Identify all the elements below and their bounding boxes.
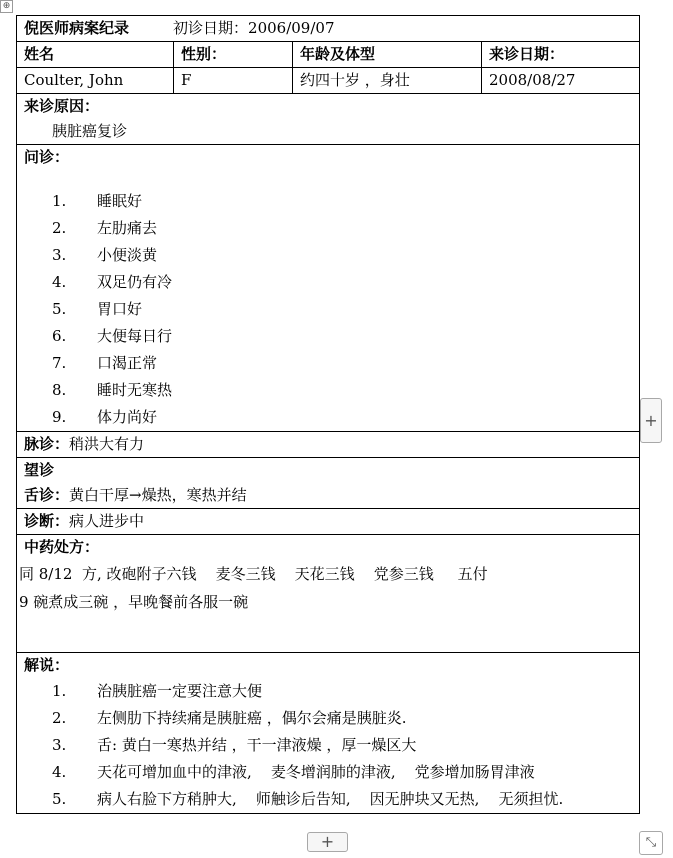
first-visit-label: 初诊日期：	[173, 19, 249, 37]
name-label[interactable]: 姓名	[17, 42, 174, 68]
explanation-cell[interactable]	[17, 653, 640, 814]
sex-label[interactable]: 性别：	[174, 42, 293, 68]
list-item: 3. 舌: 黄白一寒热并结 ，干一津液燥 ，厚一燥区大	[52, 736, 417, 754]
table-move-handle[interactable]: ⊕	[0, 0, 13, 13]
list-item: 4. 天花可增加血中的津液, 麦冬增润肺的津液, 党参增加肠胃津液	[52, 763, 535, 781]
first-visit-date: 2006/09/07	[248, 19, 335, 37]
list-item: 7. 口渴正常	[52, 354, 158, 372]
inquiry-label: 问诊：	[24, 148, 70, 166]
age-label[interactable]: 年龄及体型	[293, 42, 482, 68]
observation-cell[interactable]	[17, 458, 640, 509]
list-item: 2. 左肋痛去	[52, 219, 158, 237]
visit-date-label[interactable]: 来诊日期：	[482, 42, 640, 68]
diagnosis-label: 诊断：	[24, 512, 70, 530]
list-item: 2. 左侧肋下持续痛是胰脏癌 ，偶尔会痛是胰脏炎.	[52, 709, 407, 727]
list-item: 1. 治胰脏癌一定要注意大便	[52, 682, 263, 700]
pulse-label: 脉诊：	[24, 435, 70, 453]
reason-cell[interactable]	[17, 94, 640, 145]
list-item: 5. 病人右脸下方稍肿大, 师触诊后告知, 因无肿块又无热, 无须担忧.	[52, 790, 564, 808]
list-item: 3. 小便淡黄	[52, 246, 158, 264]
reason-value: 胰脏癌复诊	[52, 122, 128, 140]
prescription-label: 中药处方：	[24, 538, 100, 556]
diagnosis-row	[17, 509, 640, 535]
tongue-label: 舌诊：	[24, 486, 70, 504]
record-title: 倪医师病案纪录	[24, 19, 130, 37]
diagnosis-cell[interactable]	[17, 509, 640, 535]
prescription-line-2: 9 碗煮成三碗 ，早晚餐前各服一碗	[19, 593, 249, 611]
prescription-cell[interactable]	[17, 535, 640, 653]
pulse-cell[interactable]	[17, 432, 640, 458]
explanation-row	[17, 653, 640, 814]
resize-handle-icon[interactable]: ⤡	[639, 831, 663, 855]
reason-label: 来诊原因：	[24, 97, 100, 115]
inquiry-list	[24, 188, 639, 431]
patient-visit-date[interactable]: 2008/08/27	[482, 68, 640, 94]
patient-name[interactable]: Coulter, John	[17, 68, 174, 94]
list-item: 4. 双足仍有冷	[52, 273, 173, 291]
prescription-row	[17, 535, 640, 653]
reason-row	[17, 94, 640, 145]
prescription-line-1: 同 8/12 方, 改砲附子六钱 麦冬三钱 天花三钱 党参三钱 五付	[19, 565, 488, 583]
explanation-label: 解说：	[24, 656, 70, 674]
header-cell[interactable]	[17, 16, 640, 42]
medical-record-table	[16, 15, 640, 814]
patient-age[interactable]: 约四十岁 ，身壮	[293, 68, 482, 94]
list-item: 5. 胃口好	[52, 300, 143, 318]
tongue-value: 黄白干厚→燥热，寒热并结	[69, 486, 247, 504]
inquiry-row	[17, 145, 640, 432]
add-column-button[interactable]: +	[640, 398, 662, 443]
list-item: 9. 体力尚好	[52, 408, 158, 426]
patient-sex[interactable]: F	[174, 68, 293, 94]
observation-row	[17, 458, 640, 509]
list-item: 1. 睡眠好	[52, 192, 143, 210]
patient-label-row	[17, 42, 640, 68]
pulse-row	[17, 432, 640, 458]
inquiry-cell[interactable]	[17, 145, 640, 432]
header-row	[17, 16, 640, 42]
explanation-list	[24, 678, 639, 813]
pulse-value: 稍洪大有力	[69, 435, 145, 453]
add-row-button[interactable]: +	[307, 832, 348, 852]
observation-label: 望诊	[24, 461, 55, 479]
list-item: 8. 睡时无寒热	[52, 381, 173, 399]
diagnosis-value: 病人进步中	[69, 512, 145, 530]
patient-value-row	[17, 68, 640, 94]
list-item: 6. 大便每日行	[52, 327, 173, 345]
